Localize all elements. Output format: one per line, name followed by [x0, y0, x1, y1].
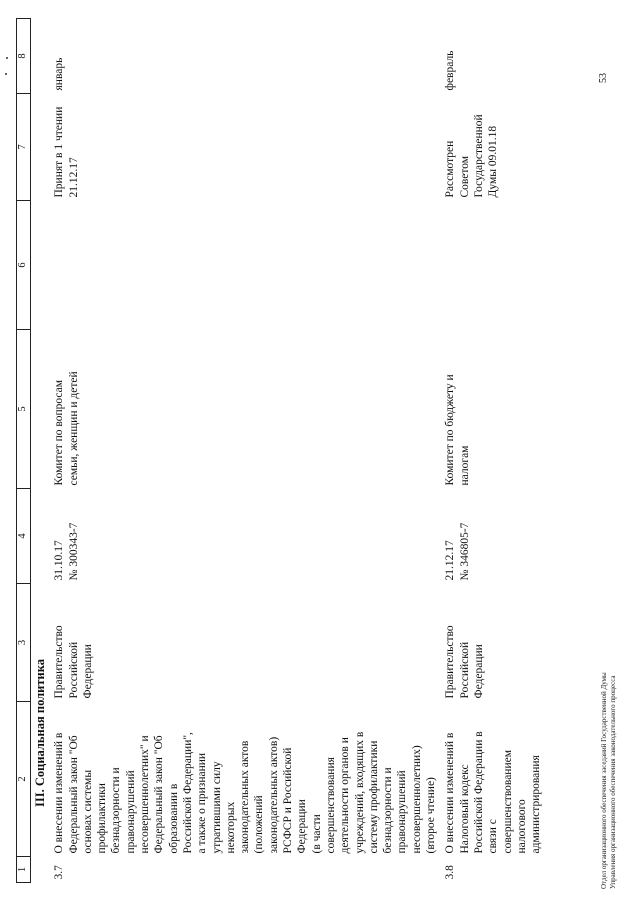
- bill-month: февраль: [444, 50, 457, 91]
- section-title: III. Социальная политика: [33, 659, 47, 807]
- column-number: 2: [17, 702, 31, 857]
- bill-date: 21.12.17: [444, 540, 457, 581]
- bill-number: № 346805-7: [458, 522, 471, 581]
- bill-registration: [49, 489, 439, 584]
- bill-number: № 300343-7: [67, 522, 80, 581]
- column-6-cell: [439, 201, 544, 330]
- bill-committee: Комитет по вопросам семьи, женщин и детей: [53, 371, 80, 486]
- column-number: 5: [17, 330, 31, 489]
- bill-title: О внесении изменений в Налоговый кодекс Российской Федерации в связи с совершенствованием налогового администрирования: [444, 731, 543, 854]
- bill-initiator: Правительство Российской Федерации: [444, 625, 485, 699]
- plan-table: [16, 18, 544, 883]
- bill-initiator: Правительство Российской Федерации: [53, 625, 94, 699]
- bill-status: Рассмотрен Советом Государственной Думы 09.01.18: [444, 114, 500, 198]
- bill-title: О внесении изменений в Федеральный закон "Об основах системы профилактики безнадзорности и правонарушений несовершеннолетних" и Федеральный закон "Об образовании в Российской Федерации", а также о признании утратившими силу некоторых законодательных актов (положений законодательных актов) РСФСР и Российской Федерации (в части совершенствования деятельности органов и учреждений, входящих в систему профилактики безнадзорности и правонарушений несовершеннолетних) (второе чтение): [53, 731, 438, 854]
- bill-month: январь: [53, 57, 66, 91]
- table-row: [439, 19, 544, 883]
- column-number: 3: [17, 584, 31, 702]
- footer: [600, 672, 617, 889]
- column-number: 4: [17, 489, 31, 584]
- page-number: 53: [598, 73, 609, 83]
- section-row: [31, 19, 50, 883]
- column-number: 6: [17, 201, 31, 330]
- bill-date: 31.10.17: [53, 540, 66, 581]
- footer-line: Отдел организационного обеспечения заседаний Государственной Думы: [600, 672, 608, 889]
- column-number: 8: [17, 19, 31, 94]
- footer-line: Управления организационного обеспечения законодательного процесса: [608, 675, 617, 889]
- scan-speck: [6, 57, 8, 59]
- table-row: [49, 19, 439, 883]
- column-number: 1: [17, 857, 31, 883]
- column-6-cell: [49, 201, 439, 330]
- row-number: 3.8: [444, 865, 457, 880]
- column-number-row: [17, 19, 31, 883]
- column-number: 7: [17, 94, 31, 201]
- scan-speck: [5, 73, 7, 75]
- bill-status: Принят в 1 чтении 21.12.17: [53, 106, 80, 198]
- row-number: 3.7: [53, 865, 66, 880]
- bill-committee: Комитет по бюджету и налогам: [444, 374, 471, 486]
- bill-registration: [439, 489, 544, 584]
